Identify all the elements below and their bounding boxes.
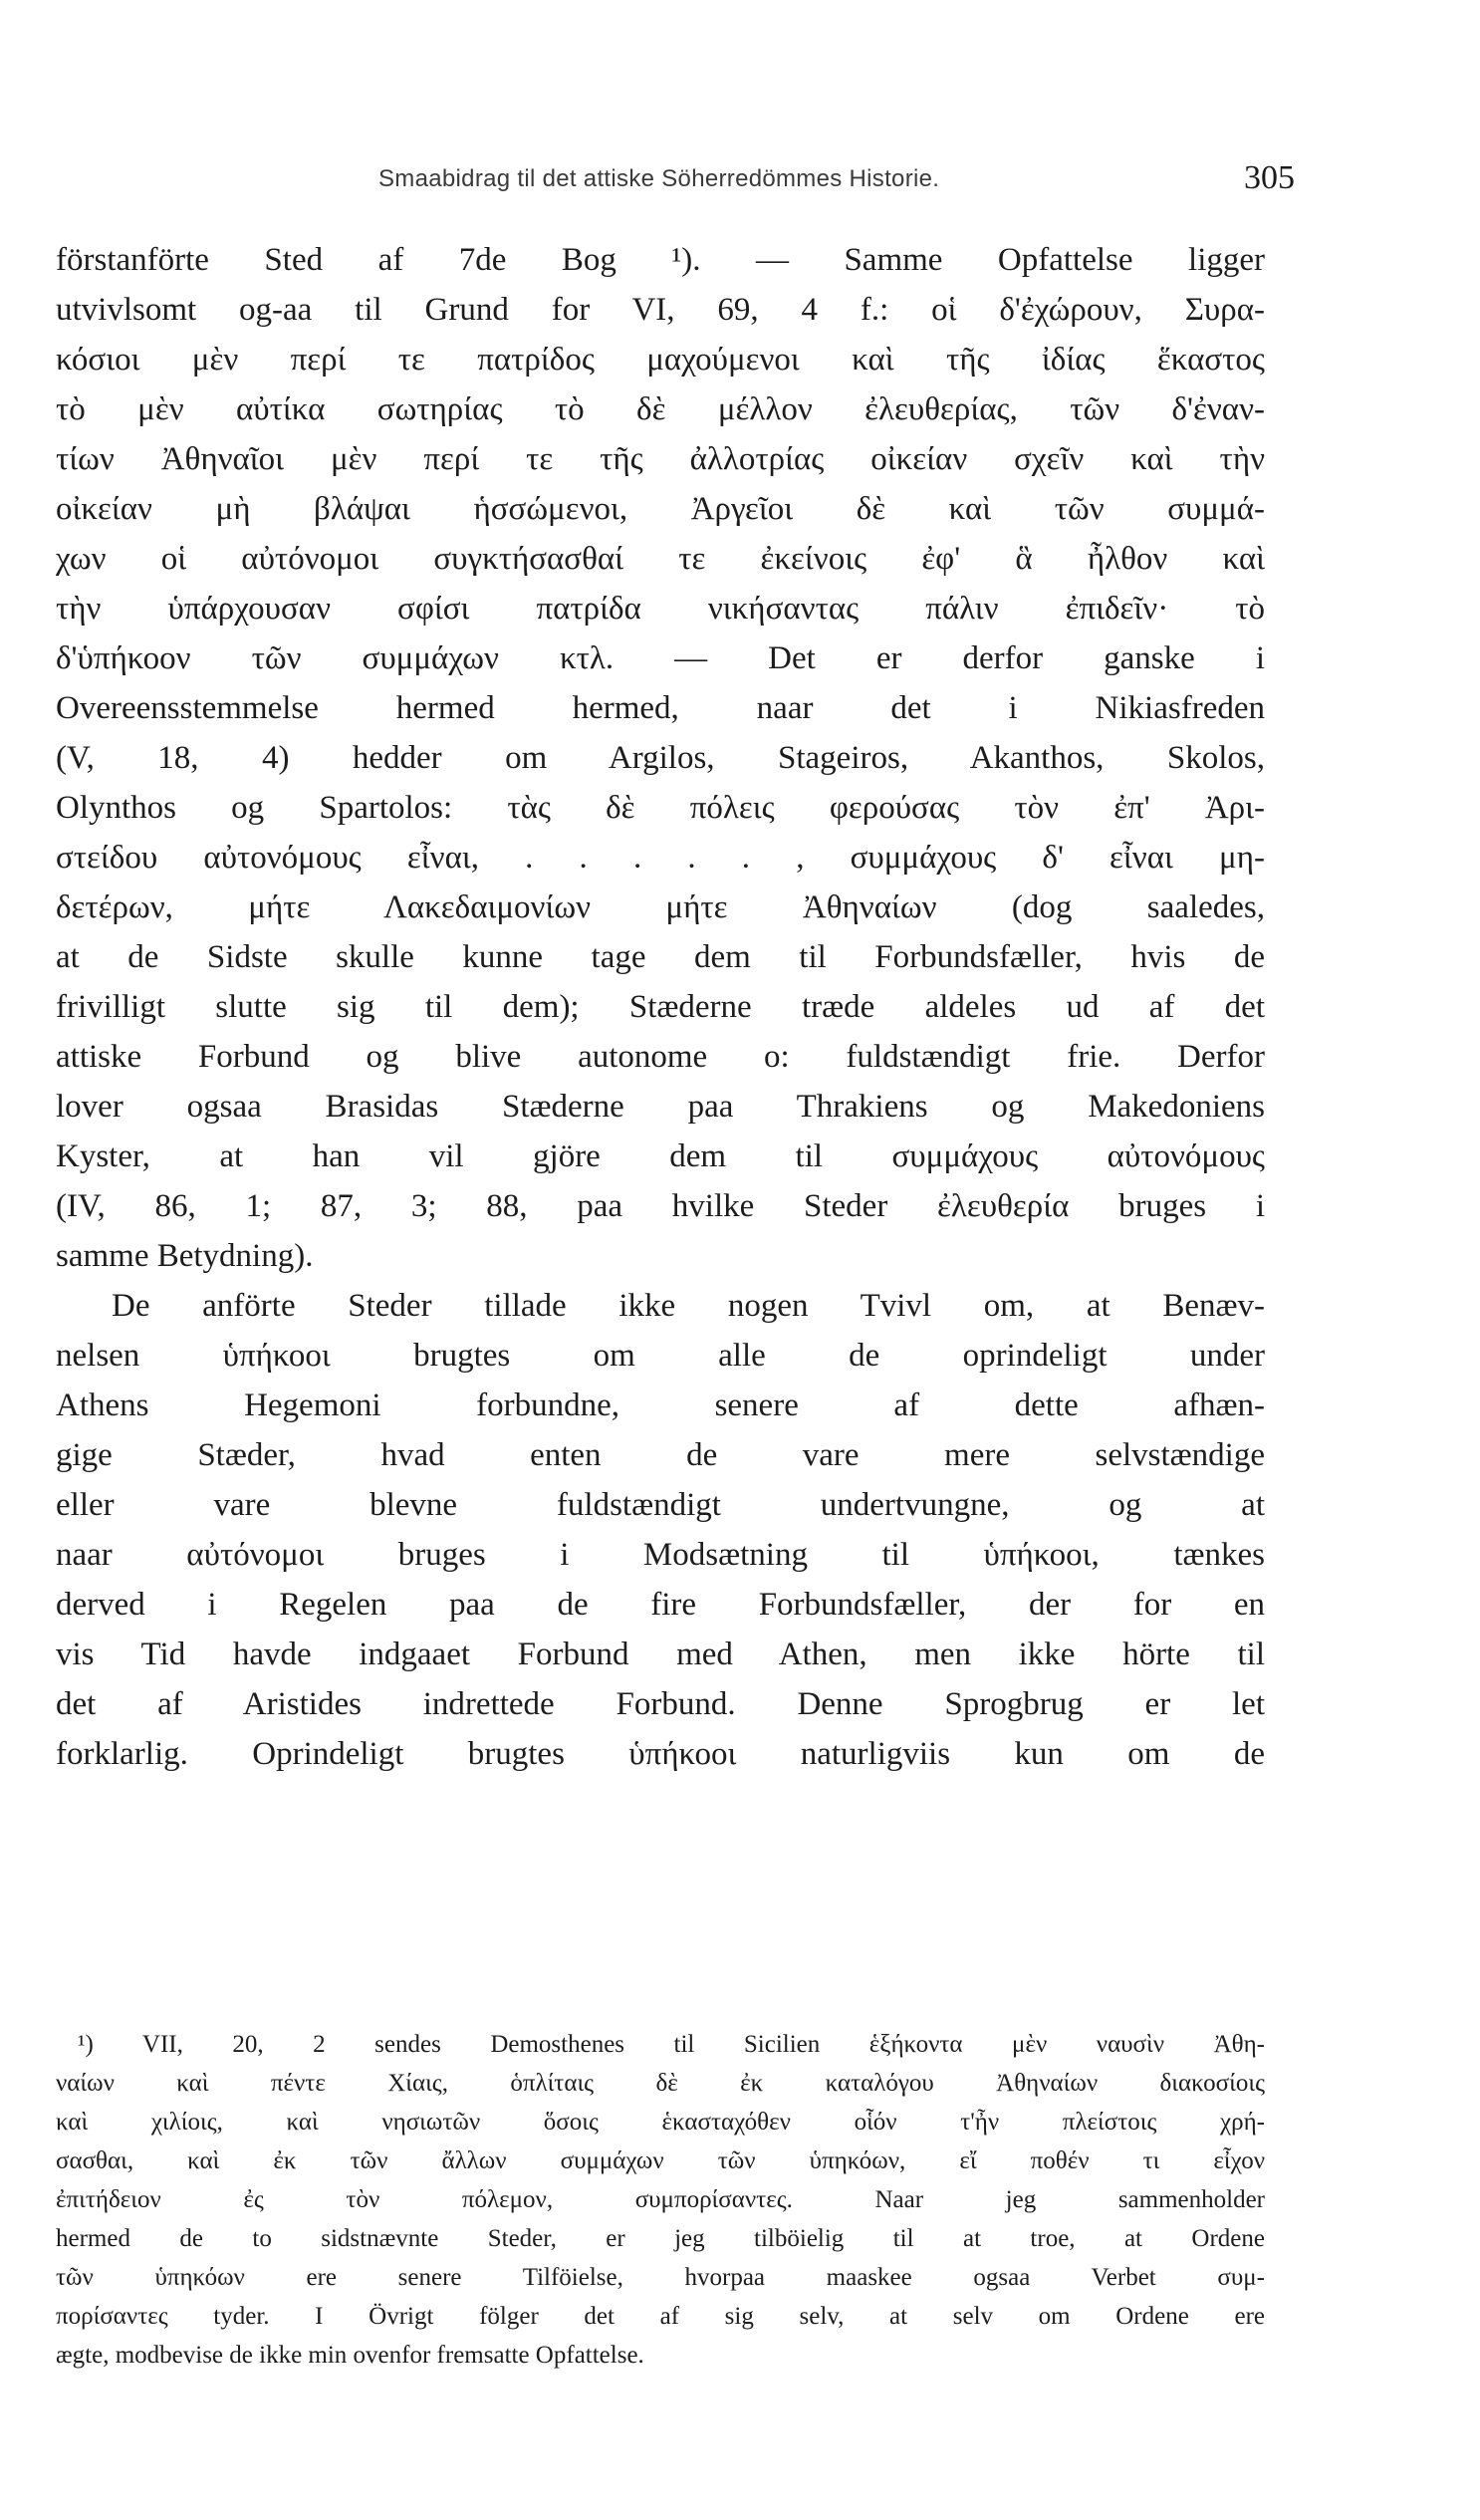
footnote-line: hermed de to sidstnævnte Steder, er jeg tilböielig til at troe, at Ordene [56,2225,1265,2252]
text-line: nelsen ὑπήκοοι brugtes om alle de oprindeligt under [56,1338,1265,1374]
text-line: (V, 18, 4) hedder om Argilos, Stageiros, Akanthos, Skolos, [56,740,1265,776]
text-line: at de Sidste skulle kunne tage dem til Forbundsfæller, hvis de [56,939,1265,975]
text-line: lover ogsaa Brasidas Stæderne paa Thrakiens og Makedoniens [56,1089,1265,1125]
running-header [378,159,1295,199]
text-line: derved i Regelen paa de fire Forbundsfæller, der for en [56,1587,1265,1623]
text-line: eller vare blevne fuldstændigt undertvungne, og at [56,1487,1265,1523]
text-line: τὸ μὲν αὐτίκα σωτηρίας τὸ δὲ μέλλον ἐλευθερίας, τῶν δ'ἐναν- [56,391,1265,427]
text-line: κόσιοι μὲν περί τε πατρίδος μαχούμενοι καὶ τῆς ἰδίας ἕκαστος [56,342,1265,378]
footnote [56,2025,1265,2375]
text-line: vis Tid havde indgaaet Forbund med Athen, men ikke hörte til [56,1637,1265,1672]
footnote-line: ναίων καὶ πέντε Χίαις, ὁπλίταις δὲ ἐκ καταλόγου Ἀθηναίων διακοσίοις [56,2070,1265,2097]
text-line: Overeensstemmelse hermed hermed, naar det i Nikiasfreden [56,690,1265,726]
text-line: Kyster, at han vil gjöre dem til συμμάχους αὐτονόμους [56,1138,1265,1174]
text-line: naar αὐτόνομοι bruges i Modsætning til ὑπήκοοι, tænkes [56,1537,1265,1573]
text-line: Athens Hegemoni forbundne, senere af dette afhæn- [56,1387,1265,1423]
main-text [56,235,1265,1779]
text-line: δ'ὑπήκοον τῶν συμμάχων κτλ. — Det er derfor ganske i [56,640,1265,676]
page-number: 305 [1244,159,1295,196]
text-line: utvivlsomt og-aa til Grund for VI, 69, 4 f.: οἱ δ'ἐχώρουν, Συρα- [56,292,1265,328]
text-line: στείδου αὐτονόμους εἶναι, . . . . . , συμμάχους δ' εἶναι μη- [56,840,1265,876]
text-line: gige Stæder, hvad enten de vare mere selvstændige [56,1437,1265,1473]
text-line: χων οἱ αὐτόνομοι συγκτήσασθαί τε ἐκείνοις ἐφ' ἃ ἦλθον καὶ [56,541,1265,577]
footnote-line: ἐπιτήδειον ἐς τὸν πόλεμον, συμπορίσαντες. Naar jeg sammenholder [56,2186,1265,2213]
text-line: τὴν ὑπάρχουσαν σφίσι πατρίδα νικήσαντας πάλιν ἐπιδεῖν· τὸ [56,591,1265,627]
text-line: δετέρων, μήτε Λακεδαιμονίων μήτε Ἀθηναίων (dog saaledes, [56,889,1265,925]
footnote-line: ¹) VII, 20, 2 sendes Demosthenes til Sicilien ἑξήκοντα μὲν ναυσὶν Ἀθη- [78,2031,1265,2058]
footnote-line: τῶν ὑπηκόων ere senere Tilföielse, hvorpaa maaskee ogsaa Verbet συμ- [56,2264,1265,2291]
text-line: frivilligt slutte sig til dem); Stæderne træde aldeles ud af det [56,989,1265,1025]
text-line: forklarlig. Oprindeligt brugtes ὑπήκοοι naturligviis kun om de [56,1736,1265,1772]
text-line: förstanförte Sted af 7de Bog ¹). — Samme Opfattelse ligger [56,242,1265,278]
text-line: (IV, 86, 1; 87, 3; 88, paa hvilke Steder ἐλευθερία bruges i [56,1188,1265,1224]
text-line: attiske Forbund og blive autonome o: fuldstændigt frie. Derfor [56,1039,1265,1075]
running-title: Smaabidrag til det attiske Söherredömmes Historie. [378,165,940,192]
footnote-line: καὶ χιλίοις, καὶ νησιωτῶν ὅσοις ἑκασταχόθεν οἷόν τ'ἦν πλείστοις χρή- [56,2109,1265,2136]
text-line: Olynthos og Spartolos: τὰς δὲ πόλεις φερούσας τὸν ἐπ' Ἀρι- [56,790,1265,826]
text-line: De anförte Steder tillade ikke nogen Tvivl om, at Benæv- [112,1288,1265,1324]
footnote-line: ægte, modbevise de ikke min ovenfor fremsatte Opfattelse. [56,2342,644,2369]
text-line: det af Aristides indrettede Forbund. Denne Sprogbrug er let [56,1686,1265,1722]
text-line: τίων Ἀθηναῖοι μὲν περί τε τῆς ἀλλοτρίας οἰκείαν σχεῖν καὶ τὴν [56,441,1265,477]
text-line: samme Betydning). [56,1238,314,1274]
footnote-line: πορίσαντες tyder. I Övrigt fölger det af sig selv, at selv om Ordene ere [56,2303,1265,2330]
footnote-line: σασθαι, καὶ ἐκ τῶν ἄλλων συμμάχων τῶν ὑπηκόων, εἴ ποθέν τι εἶχον [56,2147,1265,2174]
text-line: οἰκείαν μὴ βλάψαι ἡσσώμενοι, Ἀργεῖοι δὲ καὶ τῶν συμμά- [56,491,1265,527]
